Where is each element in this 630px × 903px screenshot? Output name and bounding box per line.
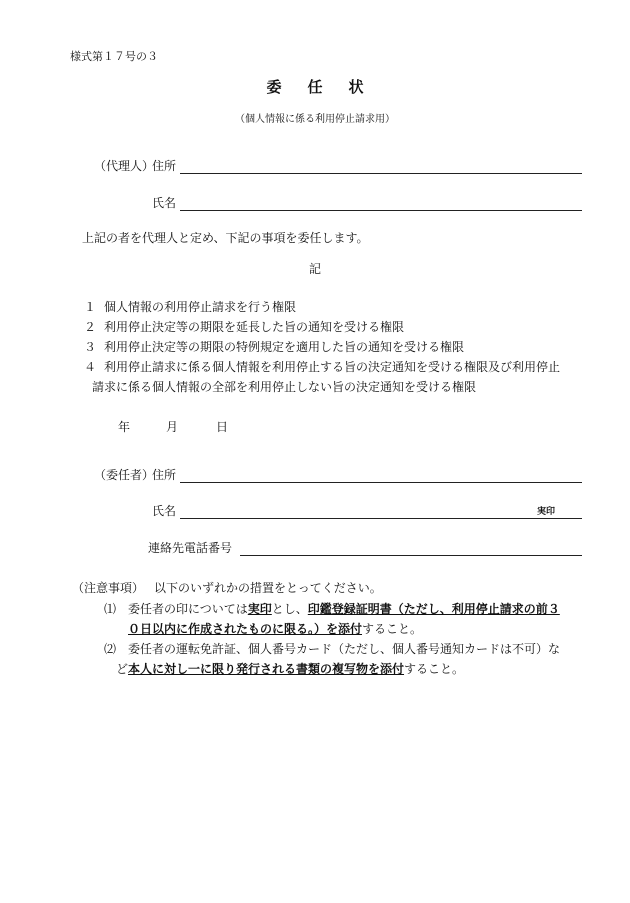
agent-name-field[interactable] [180, 210, 582, 211]
note-1-certificate-emphasis: 印鑑登録証明書（ただし、利用停止請求の前３ [307, 602, 560, 616]
date-day-label: 日 [216, 420, 229, 434]
principal-role-label: （委任者） [94, 468, 155, 482]
document-subtitle: （個人情報に係る利用停止請求用） [235, 114, 395, 125]
note-1-text-a: 委任者の印については [128, 602, 248, 616]
note-1-text-c: とし、 [271, 602, 308, 616]
note-2-text-d: すること。 [404, 662, 465, 676]
phone-field[interactable] [240, 555, 582, 556]
agent-name-label: 氏名 [152, 196, 177, 210]
item-text: 利用停止請求に係る個人情報を利用停止する旨の決定通知を受ける権限及び利用停止 [104, 360, 561, 374]
date-month-label: 月 [166, 420, 179, 434]
list-item [84, 358, 560, 375]
principal-name-field[interactable] [180, 518, 582, 519]
ki-heading: 記 [308, 262, 321, 276]
agent-address-field[interactable] [180, 173, 582, 174]
principal-name-label: 氏名 [152, 504, 177, 518]
note-2-number: ⑵ [104, 642, 117, 656]
list-item [84, 338, 464, 355]
item-text: 個人情報の利用停止請求を行う権限 [104, 300, 297, 314]
list-item [84, 318, 404, 335]
principal-address-field[interactable] [180, 482, 582, 483]
phone-label: 連絡先電話番号 [148, 541, 233, 555]
principal-address-label: 住所 [152, 468, 177, 482]
notes-heading: （注意事項） [72, 581, 145, 595]
note-1-line-1 [128, 600, 560, 617]
note-1-text-f: すること。 [362, 622, 423, 636]
form-number: 様式第１７号の３ [70, 50, 158, 63]
notes-intro: 以下のいずれかの措置をとってください。 [154, 581, 382, 595]
list-item [84, 298, 296, 315]
document-title: 委任状 [266, 78, 390, 96]
date-year-label: 年 [118, 420, 131, 434]
note-2-text-b: ど [116, 662, 129, 676]
item-text: 利用停止決定等の期限を延長した旨の通知を受ける権限 [104, 320, 405, 334]
item-number: ３ [84, 340, 97, 354]
delegation-statement: 上記の者を代理人と定め、下記の事項を委任します。 [82, 231, 369, 245]
agent-address-label: 住所 [152, 159, 177, 173]
note-1-line-2 [128, 620, 422, 637]
note-1-number: ⑴ [104, 602, 117, 616]
note-1-seal-emphasis: 実印 [247, 602, 272, 616]
item-number: １ [84, 300, 97, 314]
note-2-copy-emphasis: 本人に対し一に限り発行される書類の複写物を添付 [128, 662, 405, 676]
note-2-line-1: 委任者の運転免許証、個人番号カード（ただし、個人番号通知カードは不可）な [128, 642, 561, 656]
agent-role-label: （代理人） [94, 159, 155, 173]
item-number: ２ [84, 320, 97, 334]
item-text-continuation: 請求に係る個人情報の全部を利用停止しない旨の決定通知を受ける権限 [92, 380, 477, 394]
note-2-line-2 [116, 660, 464, 677]
item-number: ４ [84, 360, 97, 374]
seal-label: 実印 [537, 507, 556, 517]
note-1-attach-emphasis: ０日以内に作成されたものに限る。）を添付 [128, 622, 363, 636]
item-text: 利用停止決定等の期限の特例規定を適用した旨の通知を受ける権限 [104, 340, 465, 354]
